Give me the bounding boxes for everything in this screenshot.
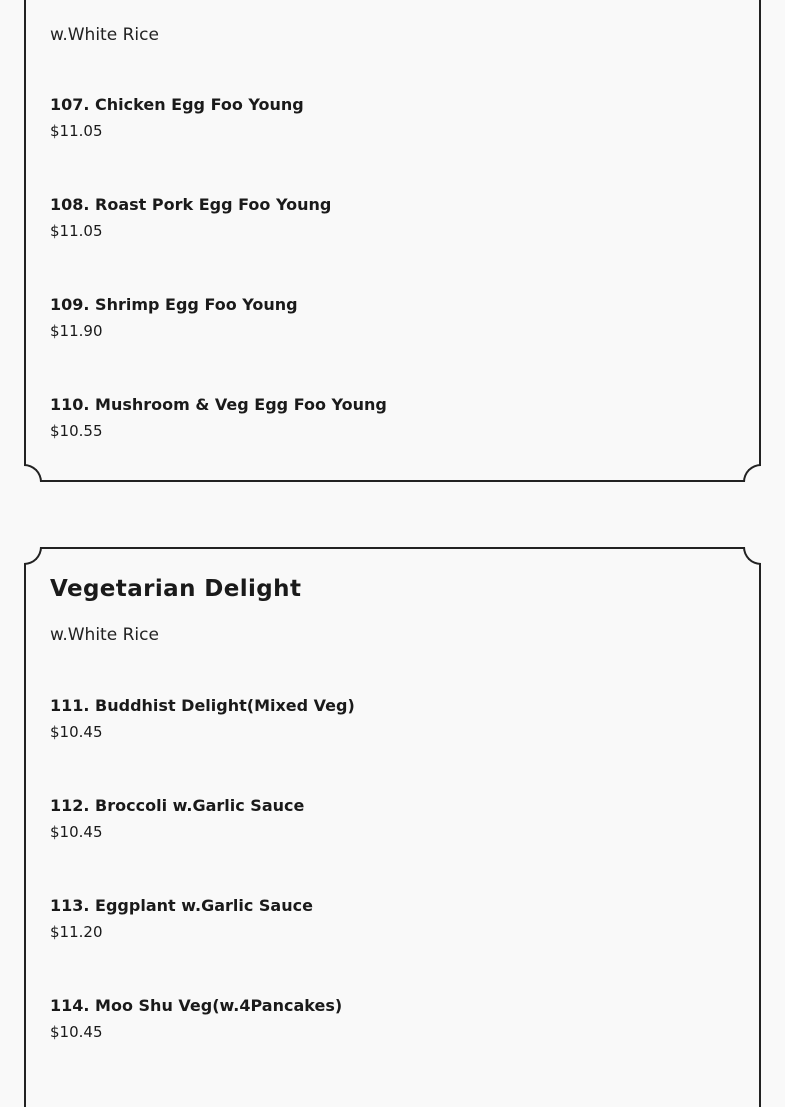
menu-item[interactable]: [50, 95, 350, 141]
menu-item-price: $11.05: [50, 122, 103, 140]
menu-section-egg-foo-young: [24, 0, 761, 482]
menu-item[interactable]: [50, 696, 355, 742]
menu-item[interactable]: [50, 195, 350, 241]
menu-item-name: 109. Shrimp Egg Foo Young: [50, 295, 298, 314]
menu-item-price: $10.55: [50, 422, 103, 440]
menu-item[interactable]: [50, 796, 350, 842]
menu-item-price: $10.45: [50, 823, 103, 841]
menu-item-name: 107. Chicken Egg Foo Young: [50, 95, 304, 114]
section-subtitle: w.White Rice: [50, 625, 159, 645]
menu-item[interactable]: [50, 295, 350, 341]
menu-item-name: 112. Broccoli w.Garlic Sauce: [50, 796, 305, 815]
menu-item-price: $11.20: [50, 923, 103, 941]
menu-item-name: 108. Roast Pork Egg Foo Young: [50, 195, 332, 214]
section-subtitle: w.White Rice: [50, 25, 159, 45]
menu-item-price: $11.05: [50, 222, 103, 240]
menu-item[interactable]: [50, 395, 387, 441]
menu-item[interactable]: [50, 996, 350, 1042]
section-title: Vegetarian Delight: [50, 576, 302, 602]
card-corner-decoration: [743, 464, 761, 482]
menu-item-name: 111. Buddhist Delight(Mixed Veg): [50, 696, 355, 715]
menu-item-name: 113. Eggplant w.Garlic Sauce: [50, 896, 313, 915]
card-corner-decoration: [24, 464, 42, 482]
menu-item-price: $10.45: [50, 723, 103, 741]
menu-section-vegetarian-delight: [24, 547, 761, 1107]
menu-item-name: 114. Moo Shu Veg(w.4Pancakes): [50, 996, 343, 1015]
card-corner-decoration: [743, 547, 761, 565]
menu-item[interactable]: [50, 896, 350, 942]
card-corner-decoration: [24, 547, 42, 565]
menu-item-name: 110. Mushroom & Veg Egg Foo Young: [50, 395, 387, 414]
menu-item-price: $10.45: [50, 1023, 103, 1041]
menu-item-price: $11.90: [50, 322, 103, 340]
